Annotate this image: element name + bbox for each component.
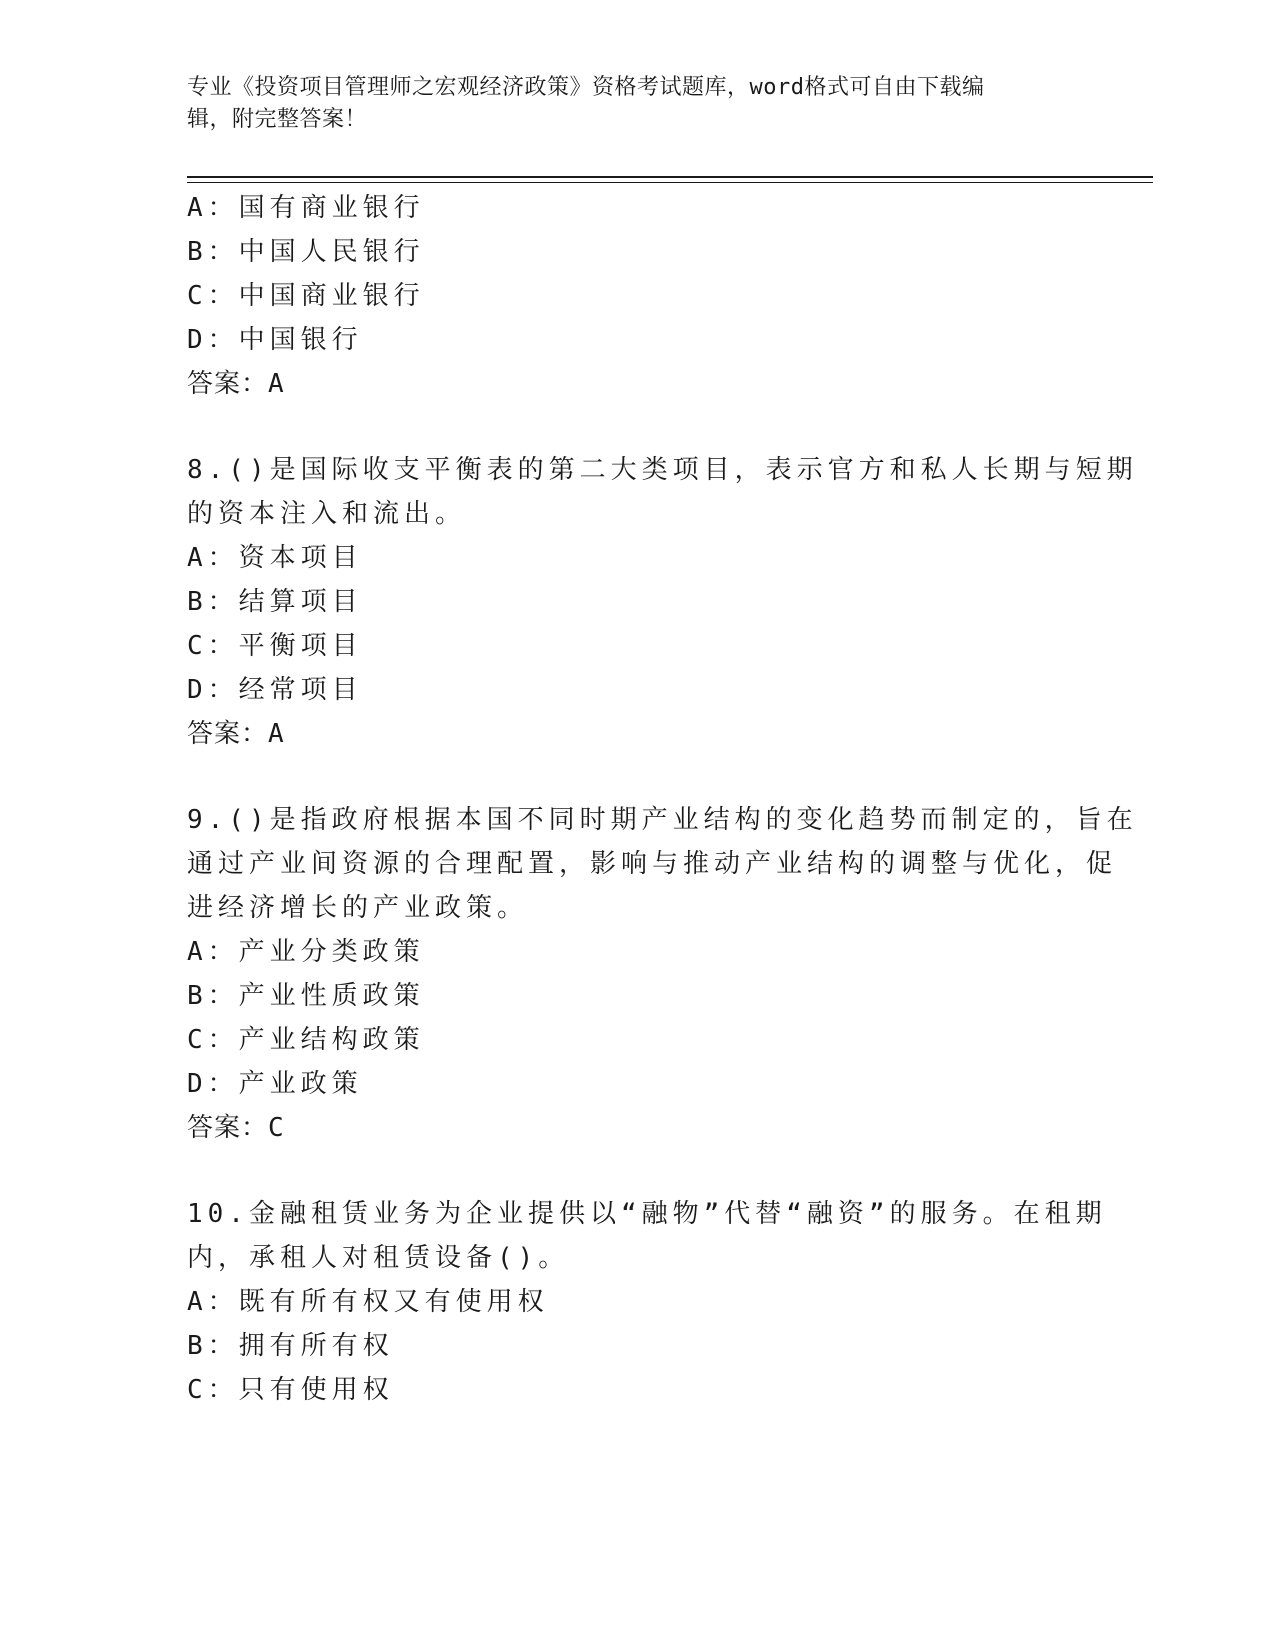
header-line-1: 专业《投资项目管理师之宏观经济政策》资格考试题库，word格式可自由下载编 <box>187 75 985 100</box>
q8-option-a: A：资本项目 <box>187 543 363 573</box>
q9-stem-line-2: 通过产业间资源的合理配置，影响与推动产业结构的调整与优化，促 <box>187 849 1118 879</box>
header-divider-thick <box>187 176 1153 178</box>
q7-option-c: C：中国商业银行 <box>187 281 425 311</box>
q10-stem-line-2: 内，承租人对租赁设备()。 <box>187 1243 570 1273</box>
q7-answer: 答案：A <box>187 369 285 399</box>
q9-stem-line-3: 进经济增长的产业政策。 <box>187 893 529 923</box>
q8-answer: 答案：A <box>187 719 285 749</box>
q9-option-d: D：产业政策 <box>187 1069 363 1099</box>
q7-option-d: D：中国银行 <box>187 325 363 355</box>
q7-option-b: B：中国人民银行 <box>187 237 425 267</box>
q8-option-b: B：结算项目 <box>187 587 363 617</box>
q10-stem-line-1: 10.金融租赁业务为企业提供以“融物”代替“融资”的服务。在租期 <box>187 1199 1107 1229</box>
q9-option-b: B：产业性质政策 <box>187 981 425 1011</box>
header-divider-thin <box>187 182 1153 183</box>
q10-option-c: C：只有使用权 <box>187 1375 394 1405</box>
header-line-2: 辑，附完整答案！ <box>187 107 368 132</box>
q10-option-b: B：拥有所有权 <box>187 1331 394 1361</box>
document-header <box>187 72 1067 136</box>
q7-option-a: A：国有商业银行 <box>187 193 425 223</box>
q9-answer: 答案：C <box>187 1113 285 1143</box>
q10-option-a: A：既有所有权又有使用权 <box>187 1287 549 1317</box>
q8-option-d: D：经常项目 <box>187 675 363 705</box>
q9-option-c: C：产业结构政策 <box>187 1025 425 1055</box>
q8-stem-line-1: 8.()是国际收支平衡表的第二大类项目，表示官方和私人长期与短期 <box>187 455 1138 485</box>
q9-stem-line-1: 9.()是指政府根据本国不同时期产业结构的变化趋势而制定的，旨在 <box>187 805 1138 835</box>
q9-option-a: A：产业分类政策 <box>187 937 425 967</box>
q8-stem-line-2: 的资本注入和流出。 <box>187 499 467 529</box>
q8-option-c: C：平衡项目 <box>187 631 363 661</box>
